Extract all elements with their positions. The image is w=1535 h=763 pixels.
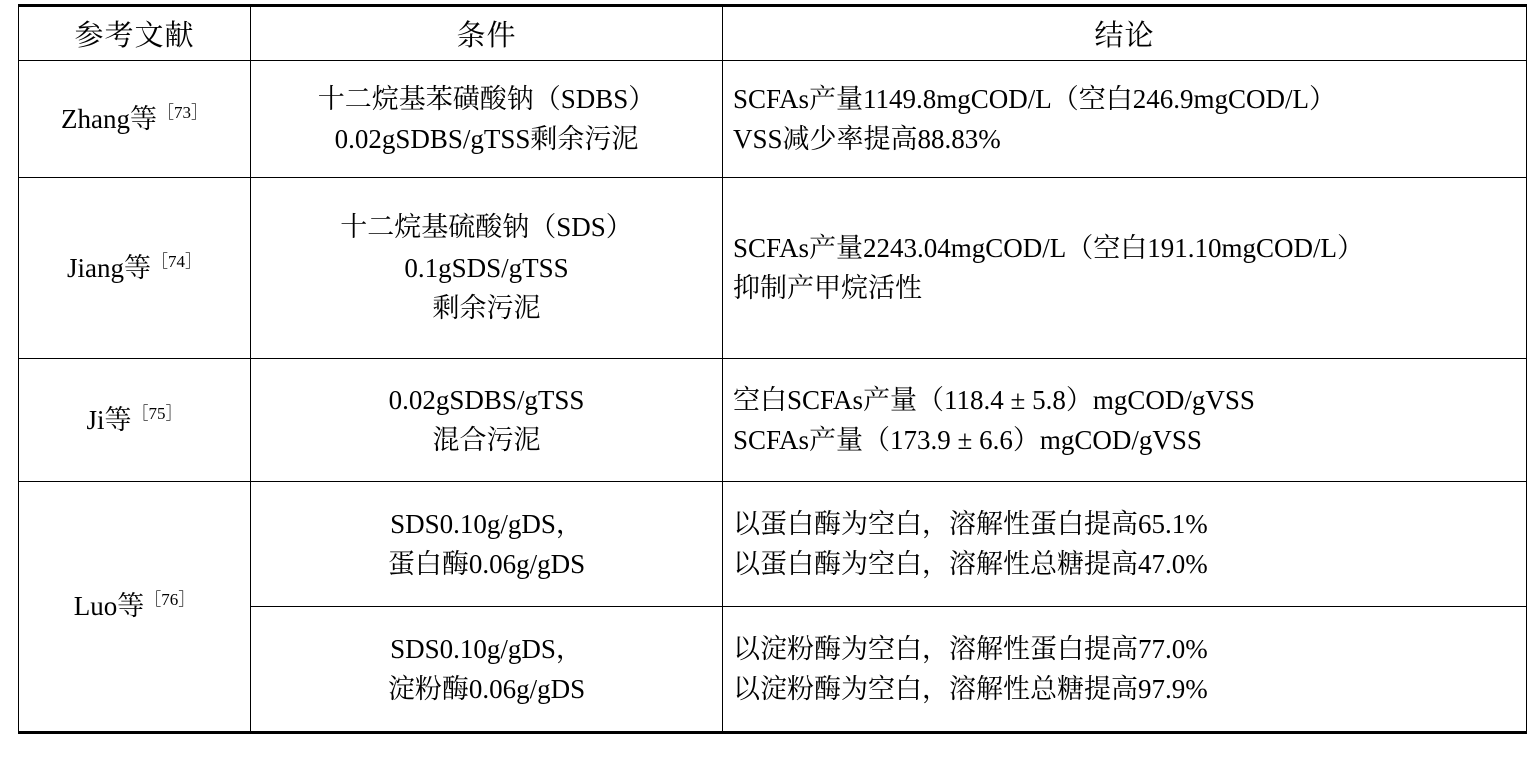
conclusion-line: 以蛋白酶为空白，溶解性总糖提高47.0% <box>733 549 1208 579</box>
condition-line: 淀粉酶0.06g/gDS <box>387 674 586 704</box>
reference-citation: ［76］ <box>144 590 196 610</box>
reference-name: Zhang等 <box>61 103 157 134</box>
reference-name: Ji等 <box>86 404 132 435</box>
cell-condition <box>251 482 723 607</box>
reference-condition-conclusion-table <box>18 4 1527 734</box>
condition-line: SDS0.10g/gDS， <box>390 508 583 539</box>
condition-line: 0.1gSDS/gTSS <box>404 252 569 283</box>
conclusion-line: SCFAs产量2243.04mgCOD/L（空白191.10mgCOD/L） <box>733 232 1365 263</box>
cell-reference <box>19 178 251 359</box>
cell-condition <box>251 61 723 178</box>
column-header-conclusion: 结论 <box>723 6 1527 61</box>
table-row <box>19 61 1527 178</box>
table-header-row <box>19 6 1527 61</box>
cell-conclusion <box>723 178 1527 359</box>
condition-line: 混合污泥 <box>432 425 541 455</box>
condition-line: 0.02gSDBS/gTSS剩余污泥 <box>334 124 639 154</box>
cell-conclusion <box>723 61 1527 178</box>
table-row <box>19 359 1527 482</box>
condition-line: SDS0.10g/gDS， <box>390 633 583 664</box>
reference-citation: ［73］ <box>156 102 208 122</box>
condition-line: 蛋白酶0.06g/gDS <box>387 549 586 579</box>
column-header-condition: 条件 <box>251 6 723 61</box>
conclusion-line: SCFAs产量（173.9 ± 6.6）mgCOD/gVSS <box>733 425 1202 455</box>
conclusion-line: 以淀粉酶为空白，溶解性蛋白提高77.0% <box>733 633 1208 664</box>
cell-conclusion <box>723 482 1527 607</box>
condition-line: 十二烷基硫酸钠（SDS） <box>340 212 633 243</box>
conclusion-line: 抑制产甲烷活性 <box>733 273 922 303</box>
conclusion-line: 以淀粉酶为空白，溶解性总糖提高97.9% <box>733 674 1208 704</box>
condition-line: 剩余污泥 <box>432 293 541 324</box>
table-row <box>19 482 1527 607</box>
cell-reference <box>19 482 251 733</box>
table-header <box>19 6 1527 61</box>
conclusion-line: VSS减少率提高88.83% <box>733 124 1001 154</box>
conclusion-line: 以蛋白酶为空白，溶解性蛋白提高65.1% <box>733 508 1208 539</box>
table-body <box>19 61 1527 733</box>
reference-name: Jiang等 <box>67 252 151 283</box>
cell-condition <box>251 359 723 482</box>
conclusion-line: 空白SCFAs产量（118.4 ± 5.8）mgCOD/gVSS <box>733 384 1255 415</box>
reference-citation: ［75］ <box>131 403 183 423</box>
cell-conclusion <box>723 359 1527 482</box>
cell-condition <box>251 178 723 359</box>
cell-reference <box>19 61 251 178</box>
reference-citation: ［74］ <box>151 251 202 271</box>
cell-reference <box>19 359 251 482</box>
cell-conclusion <box>723 607 1527 733</box>
condition-line: 十二烷基苯磺酸钠（SDBS） <box>317 83 656 114</box>
conclusion-line: SCFAs产量1149.8mgCOD/L（空白246.9mgCOD/L） <box>733 83 1337 114</box>
reference-name: Luo等 <box>73 591 145 622</box>
cell-condition <box>251 607 723 733</box>
table-row <box>19 178 1527 359</box>
column-header-reference: 参考文献 <box>19 6 251 61</box>
condition-line: 0.02gSDBS/gTSS <box>388 384 585 415</box>
